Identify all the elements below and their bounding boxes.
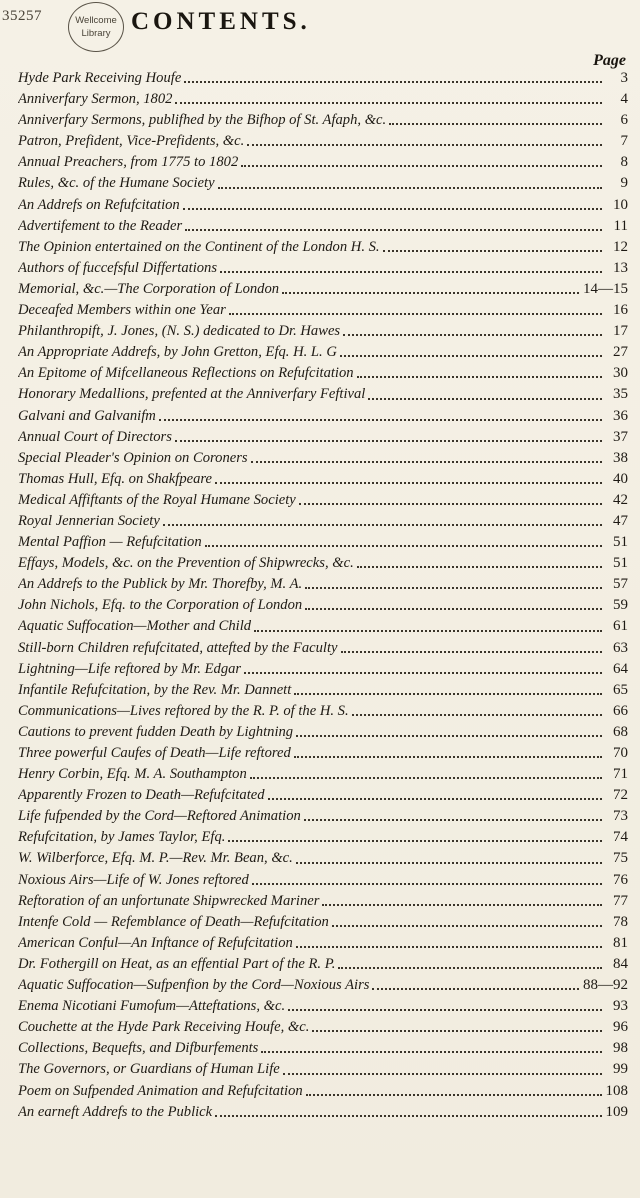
toc-entry-page: 98	[613, 1040, 628, 1057]
toc-leader-dots	[159, 418, 602, 421]
toc-entry-title: Annual Preachers, from 1775 to 1802	[18, 154, 239, 171]
toc-leader-dots	[296, 734, 602, 737]
toc-entry-page: 76	[613, 871, 628, 888]
toc-entry-title: Deceafed Members within one Year	[18, 302, 226, 319]
toc-entry	[18, 175, 628, 196]
toc-leader-dots	[288, 1008, 602, 1011]
toc-entry-title: Infantile Refufcitation, by the Rev. Mr. Dannett	[18, 681, 292, 698]
toc-entry-title: Couchette at the Hyde Park Receiving Houfe, &c.	[18, 1019, 310, 1036]
toc-entry-title: Thomas Hull, Efq. on Shakfpeare	[18, 470, 213, 487]
toc-entry	[18, 450, 628, 471]
toc-leader-dots	[250, 776, 602, 779]
toc-entry	[18, 935, 628, 956]
toc-entry-page: 73	[613, 808, 628, 825]
toc-leader-dots	[357, 375, 602, 378]
toc-entry-page: 57	[613, 576, 628, 593]
toc-entry	[18, 1104, 628, 1125]
toc-entry	[18, 1061, 628, 1082]
toc-leader-dots	[205, 544, 602, 547]
toc-entry	[18, 640, 628, 661]
toc-leader-dots	[332, 924, 602, 927]
toc-entry-page: 10	[613, 196, 628, 213]
toc-leader-dots	[306, 1093, 602, 1096]
toc-entry	[18, 218, 628, 239]
toc-entry	[18, 703, 628, 724]
toc-leader-dots	[296, 861, 602, 864]
toc-entry-page: 8	[620, 154, 628, 171]
toc-entry	[18, 555, 628, 576]
toc-entry-page: 72	[613, 787, 628, 804]
toc-leader-dots	[268, 797, 602, 800]
toc-entry-page: 6	[620, 112, 628, 129]
toc-entry-title: Advertifement to the Reader	[18, 217, 183, 234]
toc-leader-dots	[252, 882, 602, 885]
toc-entry	[18, 239, 628, 260]
toc-leader-dots	[372, 987, 579, 990]
toc-entry-title: Cautions to prevent fudden Death by Lightning	[18, 723, 294, 740]
toc-leader-dots	[341, 650, 602, 653]
toc-entry-title: An Appropriate Addrefs, by John Gretton, Efq. H. L. G	[18, 344, 337, 361]
toc-entry-title: Memorial, &c.—The Corporation of London	[18, 280, 280, 297]
toc-entry-title: Mental Paffion — Refufcitation	[18, 534, 202, 551]
toc-entry	[18, 829, 628, 850]
toc-entry-page: 42	[613, 491, 628, 508]
toc-entry-page: 30	[613, 365, 628, 382]
toc-leader-dots	[338, 966, 602, 969]
toc-entry-title: Dr. Fothergill on Heat, as an effential Part of the R. P.	[18, 955, 336, 972]
toc-entry	[18, 998, 628, 1019]
toc-leader-dots	[185, 228, 602, 231]
toc-entry	[18, 386, 628, 407]
toc-leader-dots	[228, 839, 602, 842]
toc-entry-page: 63	[613, 639, 628, 656]
toc-leader-dots	[261, 1050, 602, 1053]
toc-entry-page: 75	[613, 850, 628, 867]
toc-entry	[18, 471, 628, 492]
toc-entry	[18, 576, 628, 597]
toc-entry-title: Authors of fuccefsful Differtations	[18, 259, 218, 276]
toc-entry	[18, 1019, 628, 1040]
toc-leader-dots	[241, 164, 602, 167]
toc-leader-dots	[389, 122, 602, 125]
toc-entry-title: Refufcitation, by James Taylor, Efq.	[18, 829, 226, 846]
toc-entry-title: Patron, Prefident, Vice-Prefidents, &c.	[18, 133, 245, 150]
toc-leader-dots	[368, 397, 602, 400]
toc-entry	[18, 682, 628, 703]
stamp-line-1: Wellcome	[75, 15, 117, 26]
toc-entry-page: 61	[613, 618, 628, 635]
toc-entry-title: Reftoration of an unfortunate Shipwrecked Mariner	[18, 892, 320, 909]
toc-entry	[18, 91, 628, 112]
toc-entry-page: 81	[613, 934, 628, 951]
toc-entry-page: 17	[613, 323, 628, 340]
toc-entry-page: 88—92	[583, 977, 628, 994]
toc-entry-title: Enema Nicotiani Fumofum—Atteftations, &c.	[18, 998, 286, 1015]
toc-entry	[18, 365, 628, 386]
toc-entry-title: Medical Affiftants of the Royal Humane Society	[18, 491, 296, 508]
toc-entry-title: Rules, &c. of the Humane Society	[18, 175, 215, 192]
toc-leader-dots	[183, 207, 602, 210]
toc-entry-page: 11	[613, 217, 628, 234]
toc-entry-title: Apparently Frozen to Death—Refufcitated	[18, 787, 265, 804]
toc-entry-page: 71	[613, 766, 628, 783]
toc-entry	[18, 808, 628, 829]
library-stamp	[68, 2, 124, 52]
toc-entry-title: Anniverfary Sermon, 1802	[18, 91, 173, 108]
toc-entry-page: 16	[613, 302, 628, 319]
toc-entry-title: W. Wilberforce, Efq. M. P.—Rev. Mr. Bean, &c.	[18, 850, 293, 867]
page-column-label: Page	[593, 52, 626, 69]
toc-entry-title: Henry Corbin, Efq. M. A. Southampton	[18, 766, 247, 783]
toc-entry-page: 74	[613, 829, 628, 846]
toc-entry	[18, 408, 628, 429]
toc-leader-dots	[283, 1072, 602, 1075]
toc-entry-title: Annual Court of Directors	[18, 428, 172, 445]
toc-leader-dots	[184, 80, 602, 83]
toc-leader-dots	[357, 565, 602, 568]
toc-leader-dots	[343, 333, 602, 336]
toc-entry-title: The Governors, or Guardians of Human Life	[18, 1061, 280, 1078]
toc-entry-page: 70	[613, 745, 628, 761]
toc-entry	[18, 872, 628, 893]
toc-entry-title: Galvani and Galvanifm	[18, 407, 156, 424]
toc-entry	[18, 597, 628, 618]
toc-entry	[18, 618, 628, 639]
toc-entry	[18, 154, 628, 175]
toc-entry	[18, 260, 628, 281]
toc-leader-dots	[305, 607, 602, 610]
toc-entry-page: 65	[613, 681, 628, 698]
toc-entry-title: Anniverfary Sermons, publifhed by the Bifhop of St. Afaph, &c.	[18, 112, 387, 129]
toc-leader-dots	[294, 692, 602, 695]
toc-entry	[18, 344, 628, 365]
toc-entry-title: Lightning—Life reftored by Mr. Edgar	[18, 660, 242, 677]
toc-entry-title: Poem on Sufpended Animation and Refufcitation	[18, 1082, 303, 1099]
toc-entry-title: Royal Jennerian Society	[18, 512, 160, 529]
contents-heading: CONTENTS.	[131, 8, 311, 35]
toc-entry	[18, 724, 628, 745]
toc-entry	[18, 956, 628, 977]
toc-entry-page: 47	[613, 512, 628, 529]
toc-entry-page: 9	[620, 175, 628, 192]
toc-entry	[18, 492, 628, 513]
toc-leader-dots	[229, 312, 602, 315]
toc-entry-page: 7	[620, 133, 628, 150]
toc-entry	[18, 112, 628, 133]
toc-entry-title: An earneft Addrefs to the Publick	[18, 1103, 213, 1120]
toc-entry	[18, 323, 628, 344]
toc-entry	[18, 534, 628, 555]
toc-entry-page: 51	[613, 534, 628, 551]
toc-leader-dots	[247, 143, 602, 146]
toc-leader-dots	[305, 586, 602, 589]
toc-entry	[18, 281, 628, 302]
toc-leader-dots	[244, 671, 602, 674]
toc-leader-dots	[215, 481, 602, 484]
toc-entry	[18, 513, 628, 534]
toc-entry-page: 68	[613, 723, 628, 740]
toc-leader-dots	[220, 270, 602, 273]
toc-entry-page: 12	[613, 238, 628, 255]
toc-entry-title: Philanthropift, J. Jones, (N. S.) dedicated to Dr. Hawes	[18, 323, 341, 340]
toc-entry-title: An Epitome of Mifcellaneous Reflections on Refufcitation	[18, 365, 354, 382]
toc-entry-page: 37	[613, 428, 628, 445]
toc-entry-page: 59	[613, 597, 628, 614]
toc-leader-dots	[218, 186, 602, 189]
toc-leader-dots	[296, 945, 602, 948]
toc-entry-page: 51	[613, 555, 628, 572]
toc-entry-page: 27	[613, 344, 628, 361]
toc-leader-dots	[215, 1114, 601, 1117]
toc-entry-page: 36	[613, 407, 628, 424]
stamp-line-2: Library	[81, 28, 111, 39]
toc-entry	[18, 850, 628, 871]
toc-entry-page: 35	[613, 386, 628, 403]
toc-entry-page: 77	[613, 892, 628, 909]
toc-leader-dots	[294, 755, 602, 758]
toc-entry-page: 66	[613, 702, 628, 719]
toc-entry-title: The Opinion entertained on the Continent of the London H. S.	[18, 238, 380, 255]
toc-entry-title: Aquatic Suffocation—Mother and Child	[18, 618, 252, 635]
toc-entry-page: 99	[613, 1061, 628, 1078]
toc-entry-title: Communications—Lives reftored by the R. P. of the H. S.	[18, 702, 349, 719]
toc-entry	[18, 977, 628, 998]
toc-entry-title: Honorary Medallions, prefented at the Anniverfary Feftival	[18, 386, 366, 403]
toc-entry-title: John Nichols, Efq. to the Corporation of London	[18, 597, 303, 614]
table-of-contents	[18, 70, 628, 1125]
toc-entry-page: 78	[613, 913, 628, 930]
toc-leader-dots	[352, 713, 602, 716]
toc-entry-title: American Conful—An Inftance of Refufcitation	[18, 934, 293, 951]
toc-leader-dots	[282, 291, 579, 294]
toc-entry	[18, 429, 628, 450]
shelfmark-note: 35257	[2, 8, 42, 24]
toc-leader-dots	[175, 101, 602, 104]
toc-entry	[18, 1040, 628, 1061]
toc-leader-dots	[175, 439, 602, 442]
toc-entry-page: 93	[613, 998, 628, 1015]
toc-entry	[18, 302, 628, 323]
toc-leader-dots	[254, 629, 602, 632]
toc-leader-dots	[251, 460, 602, 463]
toc-entry	[18, 70, 628, 91]
toc-entry	[18, 133, 628, 154]
toc-entry	[18, 1083, 628, 1104]
toc-entry-title: Hyde Park Receiving Houfe	[18, 70, 182, 86]
toc-entry-page: 109	[605, 1103, 628, 1120]
toc-leader-dots	[312, 1029, 602, 1032]
toc-entry-title: Effays, Models, &c. on the Prevention of Shipwrecks, &c.	[18, 555, 354, 572]
toc-entry-page: 84	[613, 955, 628, 972]
toc-entry-title: Aquatic Suffocation—Sufpenfion by the Cord—Noxious Airs	[18, 977, 370, 994]
toc-entry-title: Special Pleader's Opinion on Coroners	[18, 449, 248, 466]
toc-entry-page: 3	[620, 70, 628, 86]
toc-leader-dots	[304, 818, 602, 821]
toc-entry-title: Noxious Airs—Life of W. Jones reftored	[18, 871, 249, 888]
toc-leader-dots	[322, 903, 602, 906]
toc-entry	[18, 197, 628, 218]
toc-entry-title: Intenfe Cold — Refemblance of Death—Refufcitation	[18, 913, 329, 930]
toc-entry-page: 96	[613, 1019, 628, 1036]
toc-entry-page: 14—15	[583, 280, 628, 297]
toc-entry-page: 40	[613, 470, 628, 487]
toc-entry-title: An Addrefs to the Publick by Mr. Thorefby, M. A.	[18, 576, 303, 593]
toc-entry	[18, 914, 628, 935]
toc-leader-dots	[163, 523, 602, 526]
toc-leader-dots	[340, 354, 602, 357]
toc-entry-page: 38	[613, 449, 628, 466]
toc-entry	[18, 787, 628, 808]
toc-entry-page: 108	[605, 1082, 628, 1099]
toc-leader-dots	[383, 249, 602, 252]
toc-entry	[18, 893, 628, 914]
toc-entry-title: Still-born Children refufcitated, attefted by the Faculty	[18, 639, 338, 656]
toc-entry-page: 4	[620, 91, 628, 108]
toc-entry-title: Three powerful Caufes of Death—Life reftored	[18, 745, 291, 761]
toc-entry-title: Collections, Bequefts, and Difburfements	[18, 1040, 259, 1057]
toc-entry-page: 13	[613, 259, 628, 276]
toc-entry-title: Life fufpended by the Cord—Reftored Animation	[18, 808, 301, 825]
toc-entry	[18, 661, 628, 682]
toc-leader-dots	[299, 502, 602, 505]
toc-entry	[18, 745, 628, 766]
toc-entry-page: 64	[613, 660, 628, 677]
toc-entry	[18, 766, 628, 787]
toc-entry-title: An Addrefs on Refufcitation	[18, 196, 180, 213]
